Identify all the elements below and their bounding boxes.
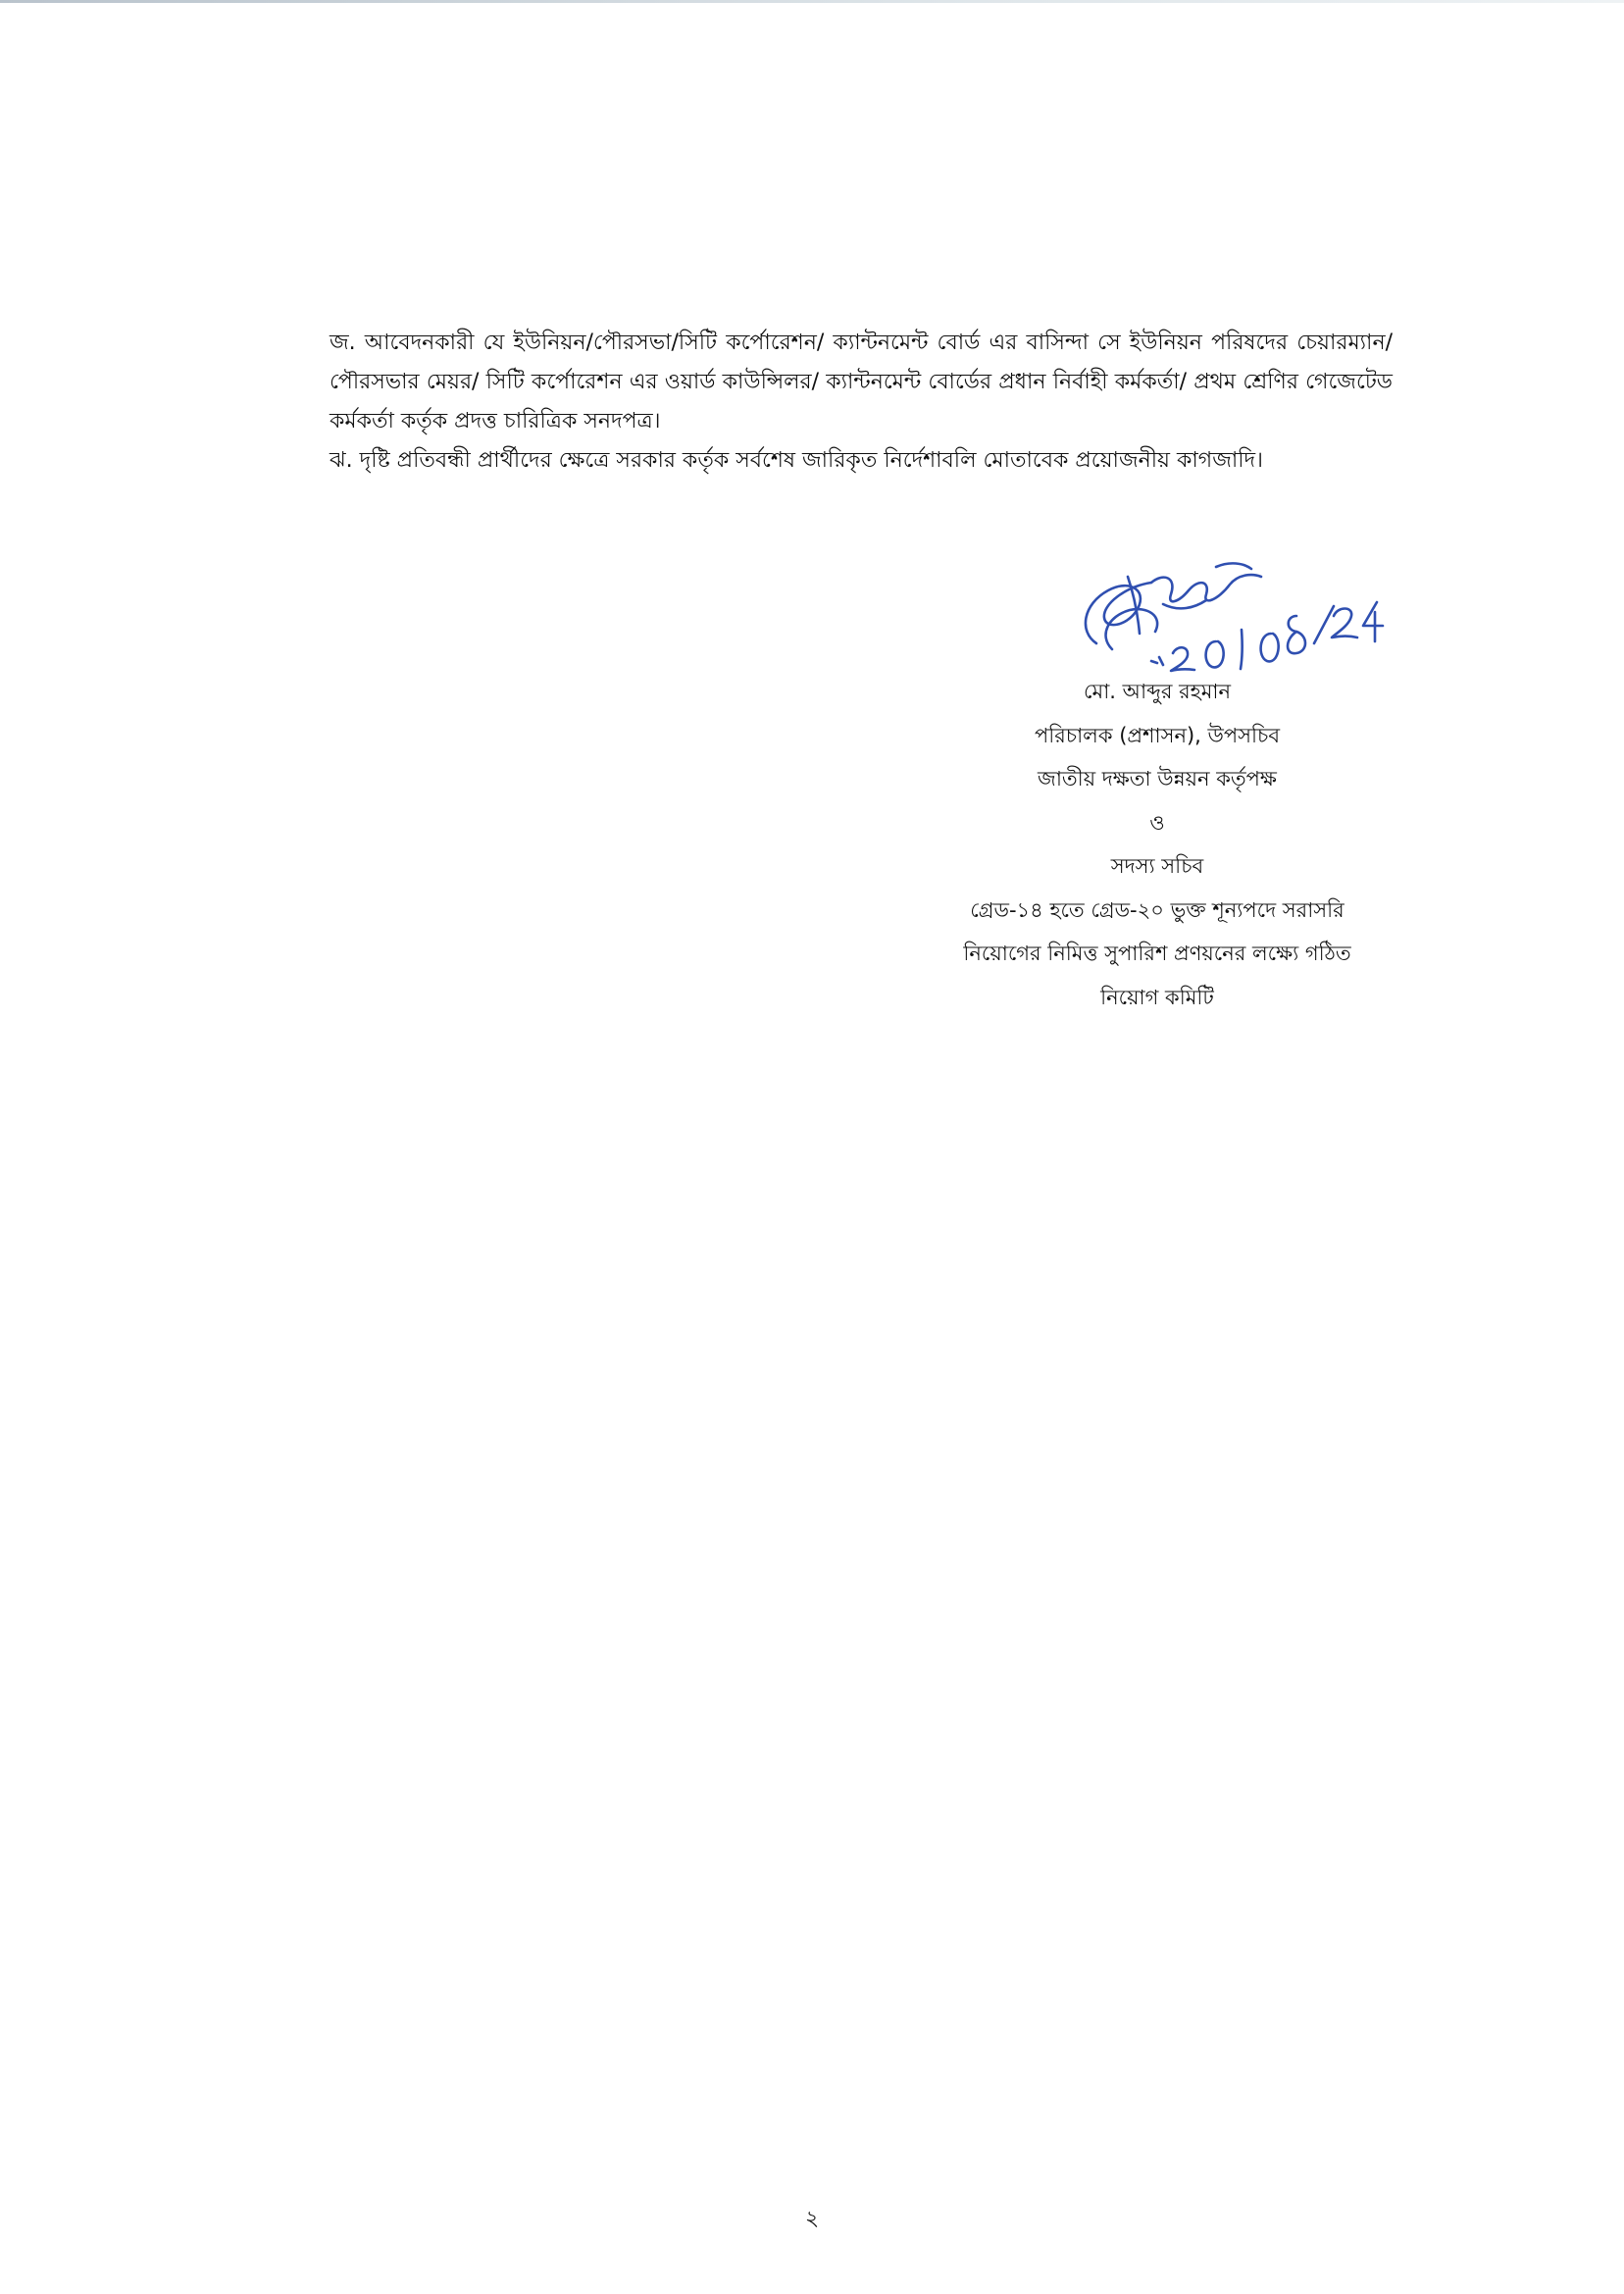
- scan-top-edge: [0, 0, 1624, 3]
- committee-line-2: নিয়োগের নিমিত্ত সুপারিশ প্রণয়নের লক্ষ্যে গঠিত: [963, 942, 1351, 965]
- signatory-block: [863, 670, 1451, 1019]
- committee-name: নিয়োগ কমিটি: [1100, 985, 1214, 1009]
- signatory-name: মো. আব্দুর রহমান: [1084, 680, 1231, 703]
- document-body: [330, 324, 1393, 481]
- committee-role: সদস্য সচিব: [1110, 854, 1204, 878]
- signatory-conjunction: ও: [1149, 810, 1165, 835]
- signatory-designation: পরিচালক (প্রশাসন), উপসচিব: [1034, 723, 1281, 747]
- page-number: ২: [804, 2207, 820, 2231]
- paragraph-jha: জ. আবেদনকারী যে ইউনিয়ন/পৌরসভা/সিটি কর্পোরেশন/ ক্যান্টনমেন্ট বোর্ড এর বাসিন্দা সে ইউনিয়ন পরিষদের চেয়ারম্যান/ পৌরসভার মেয়র/ সিটি কর্পোরেশন এর ওয়ার্ড কাউন্সিলর/ ক্যান্টনমেন্ট বোর্ডের প্রধান নির্বাহী কর্মকর্তা/ প্রথম শ্রেণির গেজেটেড কর্মকর্তা কর্তৃক প্রদত্ত চারিত্রিক সনদপত্র।: [330, 331, 1393, 433]
- paragraph-jha2: ঝ. দৃষ্টি প্রতিবন্ধী প্রার্থীদের ক্ষেত্রে সরকার কর্তৃক সর্বশেষ জারিকৃত নির্দেশাবলি মোতাবেক প্রয়োজনীয় কাগজাদি।: [330, 448, 1263, 473]
- handwritten-signature: [1069, 547, 1393, 675]
- committee-line-1: গ্রেড-১৪ হতে গ্রেড-২০ ভুক্ত শূন্যপদে সরাসরি: [970, 897, 1345, 922]
- signature-graphic: [1069, 547, 1393, 675]
- signatory-organization: জাতীয় দক্ষতা উন্নয়ন কর্তৃপক্ষ: [1038, 767, 1277, 790]
